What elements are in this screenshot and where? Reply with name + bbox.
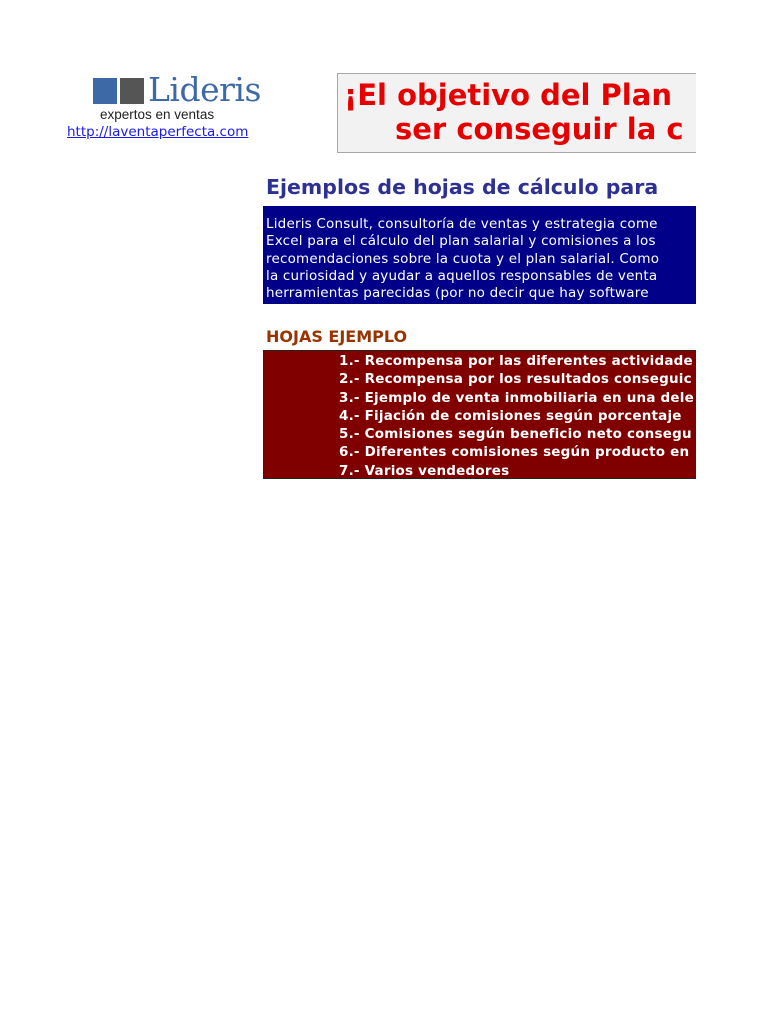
website-link[interactable]: http://laventaperfecta.com: [67, 124, 249, 140]
sheet-link-6[interactable]: 6.- Diferentes comisiones según producto en: [339, 444, 690, 461]
intro-line: recomendaciones sobre la cuota y el plan salarial. Como: [266, 250, 660, 267]
sheet-link-4[interactable]: 4.- Fijación de comisiones según porcentaje: [339, 407, 682, 424]
intro-box: [263, 206, 696, 304]
sheet-link-1[interactable]: 1.- Recompensa por las diferentes actividade: [339, 353, 693, 369]
sheet-link-3[interactable]: 3.- Ejemplo de venta inmobiliaria en una dele: [339, 389, 694, 406]
logo-tagline: expertos en ventas: [100, 107, 215, 122]
logo-brand-name: Lideris: [148, 70, 261, 109]
logo-gray-square-icon: [120, 78, 144, 104]
lideris-logo: [93, 70, 261, 126]
logo-blue-square-icon: [93, 78, 117, 104]
sheets-title: HOJAS EJEMPLO: [266, 327, 408, 346]
banner-line-2: ser conseguir la c: [395, 112, 684, 146]
sheet-link-5[interactable]: 5.- Comisiones según beneficio neto consegu: [339, 426, 692, 443]
objective-banner: [337, 73, 696, 153]
sheet-link-7[interactable]: 7.- Varios vendedores: [339, 462, 510, 479]
banner-line-1: ¡El objetivo del Plan: [344, 78, 672, 112]
intro-line: Excel para el cálculo del plan salarial y comisiones a los: [266, 233, 656, 250]
intro-line: herramientas parecidas (por no decir que hay software: [266, 285, 649, 302]
page-heading: Ejemplos de hojas de cálculo para: [266, 175, 659, 199]
sheets-list: [263, 350, 696, 479]
intro-line: Lideris Consult, consultoría de ventas y estrategia come: [266, 216, 658, 232]
intro-line: la curiosidad y ayudar a aquellos responsables de venta: [266, 267, 658, 284]
sheet-link-2[interactable]: 2.- Recompensa por los resultados conseguic: [339, 371, 692, 388]
